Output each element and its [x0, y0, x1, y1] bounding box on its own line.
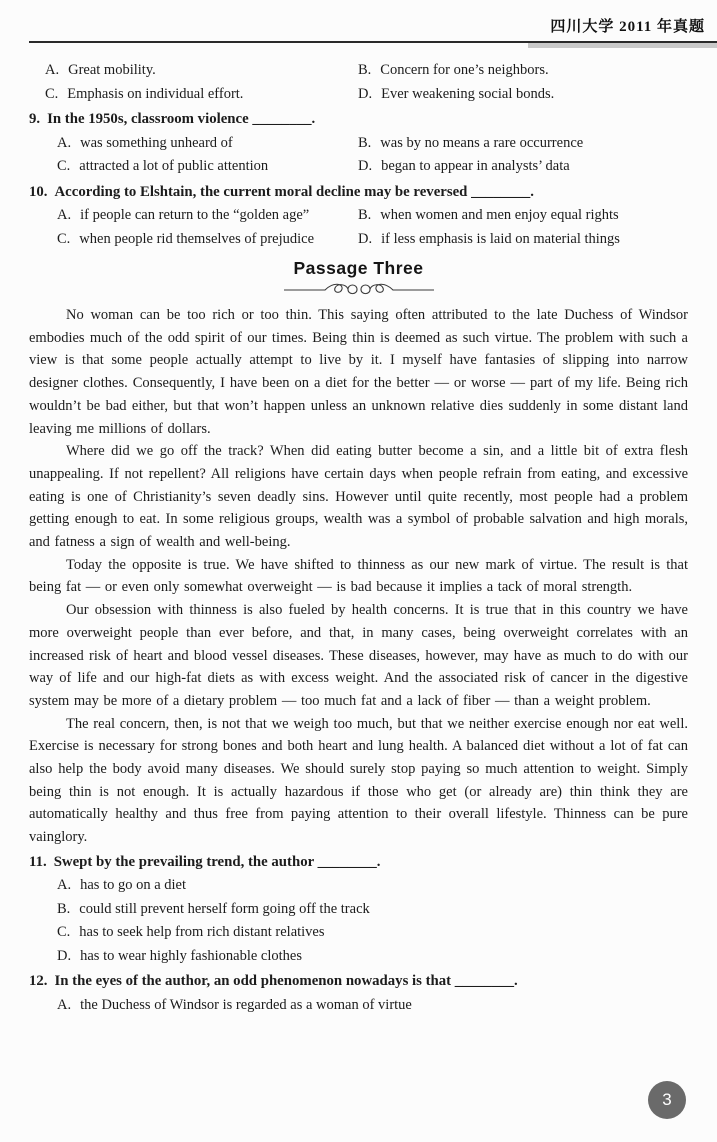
option-item	[57, 994, 688, 1018]
option-text: Concern for one’s neighbors.	[380, 62, 549, 78]
passage-heading	[29, 258, 688, 300]
question-11	[29, 851, 688, 969]
option-item	[57, 898, 688, 922]
option-text: Emphasis on individual effort.	[67, 85, 244, 102]
page-number: 3	[662, 1090, 672, 1109]
option-text: attracted a lot of public attention	[79, 158, 269, 174]
question-number: 11.	[29, 853, 47, 870]
option-text: has to seek help from rich distant relatives	[79, 924, 325, 941]
passage-paragraph: The real concern, then, is not that we weigh too much, but that we neither exercise enough nor eat well. Exercise is necessary for strong bones and both heart and lung health. A balanced diet without a lot of fat can also help the body avoid many diseases. We should surely stop paying so much attention to weight. Simply being thin is not enough. It is actually hazardous if those who get (or already are) thin think they are automatically healthy and thus free from paying attention to their overall lifestyle. Thinness can be pure vainglory.	[29, 715, 688, 846]
header-title: 四川大学 2011 年真题	[550, 19, 705, 35]
option-item	[45, 59, 358, 83]
question-stem	[29, 851, 688, 875]
option-item	[57, 228, 358, 252]
question-number: 10.	[29, 183, 48, 200]
option-label: D.	[358, 158, 373, 174]
option-label: D.	[57, 947, 72, 964]
option-item	[57, 874, 688, 898]
option-item	[358, 228, 688, 252]
question-stem-text: Swept by the prevailing trend, the author ________.	[53, 853, 381, 870]
flourish-ornament-icon	[284, 280, 434, 300]
option-label: A.	[57, 207, 72, 223]
question-12	[29, 970, 688, 1017]
option-label: D.	[358, 230, 373, 247]
option-text: Great mobility.	[68, 62, 156, 78]
option-label: C.	[45, 85, 59, 102]
question-10	[29, 181, 688, 252]
question8-options	[29, 59, 688, 106]
option-item	[57, 132, 358, 156]
option-item	[45, 83, 358, 107]
page-number-badge	[648, 1081, 686, 1119]
passage-paragraph: Our obsession with thinness is also fueled by health concerns. It is true that in this country we have more overweight people than ever before, and that, in many cases, being overweight correlates with an increased risk of heart and blood vessel diseases. These diseases, however, may have as much to do with our way of life and our high-fat diets as with excess weight. And the associated risk of cancer in the digestive system may be more of a dietary problem — too much fat and a lack of fiber — than a weight problem.	[29, 602, 688, 709]
option-label: C.	[57, 230, 71, 247]
option-text: when people rid themselves of prejudice	[79, 230, 315, 247]
option-label: A.	[57, 996, 72, 1013]
option-item	[358, 59, 688, 83]
question-stem-text: In the eyes of the author, an odd phenomenon nowadays is that ________.	[54, 973, 518, 990]
question-stem-text: In the 1950s, classroom violence ________.	[47, 111, 316, 127]
question-stem-text: According to Elshtain, the current moral decline may be reversed ________.	[54, 183, 534, 200]
option-item	[57, 945, 688, 969]
option-label: B.	[358, 134, 372, 151]
question-number: 12.	[29, 973, 48, 990]
option-text: was something unheard of	[80, 134, 233, 151]
option-label: B.	[358, 207, 372, 223]
option-label: C.	[57, 924, 71, 941]
option-text: if less emphasis is laid on material things	[381, 230, 620, 247]
passage-paragraph: Today the opposite is true. We have shifted to thinness as our new mark of virtue. The result is that being fat — or even only somewhat overweight — is bad because it implies a tack of moral strength.	[29, 556, 688, 596]
header-rule	[29, 41, 717, 43]
option-item	[358, 83, 688, 107]
passage-paragraph: Where did we go off the track? When did eating butter become a sin, and a little bit of extra flesh unappealing. If not repellent? All religions have certain days when people refrain from eating, and excessive eating is one of Christianity’s seven deadly sins. However until quite recently, most people had a problem getting enough to eat. In some religious groups, wealth was a symbol of probable salvation and high morals, and fatness a sign of wealth and well-being.	[29, 443, 688, 551]
passage-title: Passage Three	[293, 258, 424, 278]
header-accent-bar	[528, 42, 717, 48]
option-text: was by no means a rare occurrence	[380, 134, 584, 151]
passage-paragraph: No woman can be too rich or too thin. This saying often attributed to the late Duchess of Windsor embodies much of the odd spirit of our times. Being thin is deemed as such virtue. The problem with such a view is that some people actually attempt to live by it. I myself have fantasies of slipping into narrow designer clothes. Consequently, I have been on a diet for the better — or worse — part of my life. Being rich wouldn’t be bad either, but that won’t happen unless an unknown relative dies suddenly in some distant land leaving me millions of dollars.	[29, 307, 688, 437]
option-text: has to go on a diet	[80, 877, 187, 894]
question-stem	[29, 108, 688, 132]
option-label: D.	[358, 85, 373, 102]
option-text: if people can return to the “golden age”	[80, 207, 310, 223]
question-9-options	[29, 132, 688, 179]
option-item	[57, 921, 688, 945]
option-label: B.	[57, 900, 71, 917]
option-text: the Duchess of Windsor is regarded as a woman of virtue	[80, 996, 412, 1013]
option-label: A.	[57, 134, 72, 151]
option-text: began to appear in analysts’ data	[381, 158, 570, 174]
option-item	[358, 132, 688, 156]
option-item	[358, 155, 688, 179]
question-12-options	[29, 994, 688, 1018]
option-label: A.	[57, 877, 72, 894]
question-stem	[29, 181, 688, 205]
question-number: 9.	[29, 111, 41, 127]
question-9	[29, 108, 688, 179]
question-stem	[29, 970, 688, 994]
option-text: Ever weakening social bonds.	[381, 85, 555, 102]
option-item	[57, 155, 358, 179]
option-label: A.	[45, 62, 60, 78]
option-item	[358, 204, 688, 228]
option-label: B.	[358, 62, 372, 78]
page-content	[0, 57, 717, 1017]
option-label: C.	[57, 158, 71, 174]
option-text: could still prevent herself form going off the track	[79, 900, 370, 917]
option-item	[57, 204, 358, 228]
option-text: when women and men enjoy equal rights	[380, 207, 619, 223]
option-text: has to wear highly fashionable clothes	[80, 947, 302, 964]
question-10-options	[29, 204, 688, 251]
page-header	[0, 0, 717, 57]
question-11-options	[29, 874, 688, 968]
